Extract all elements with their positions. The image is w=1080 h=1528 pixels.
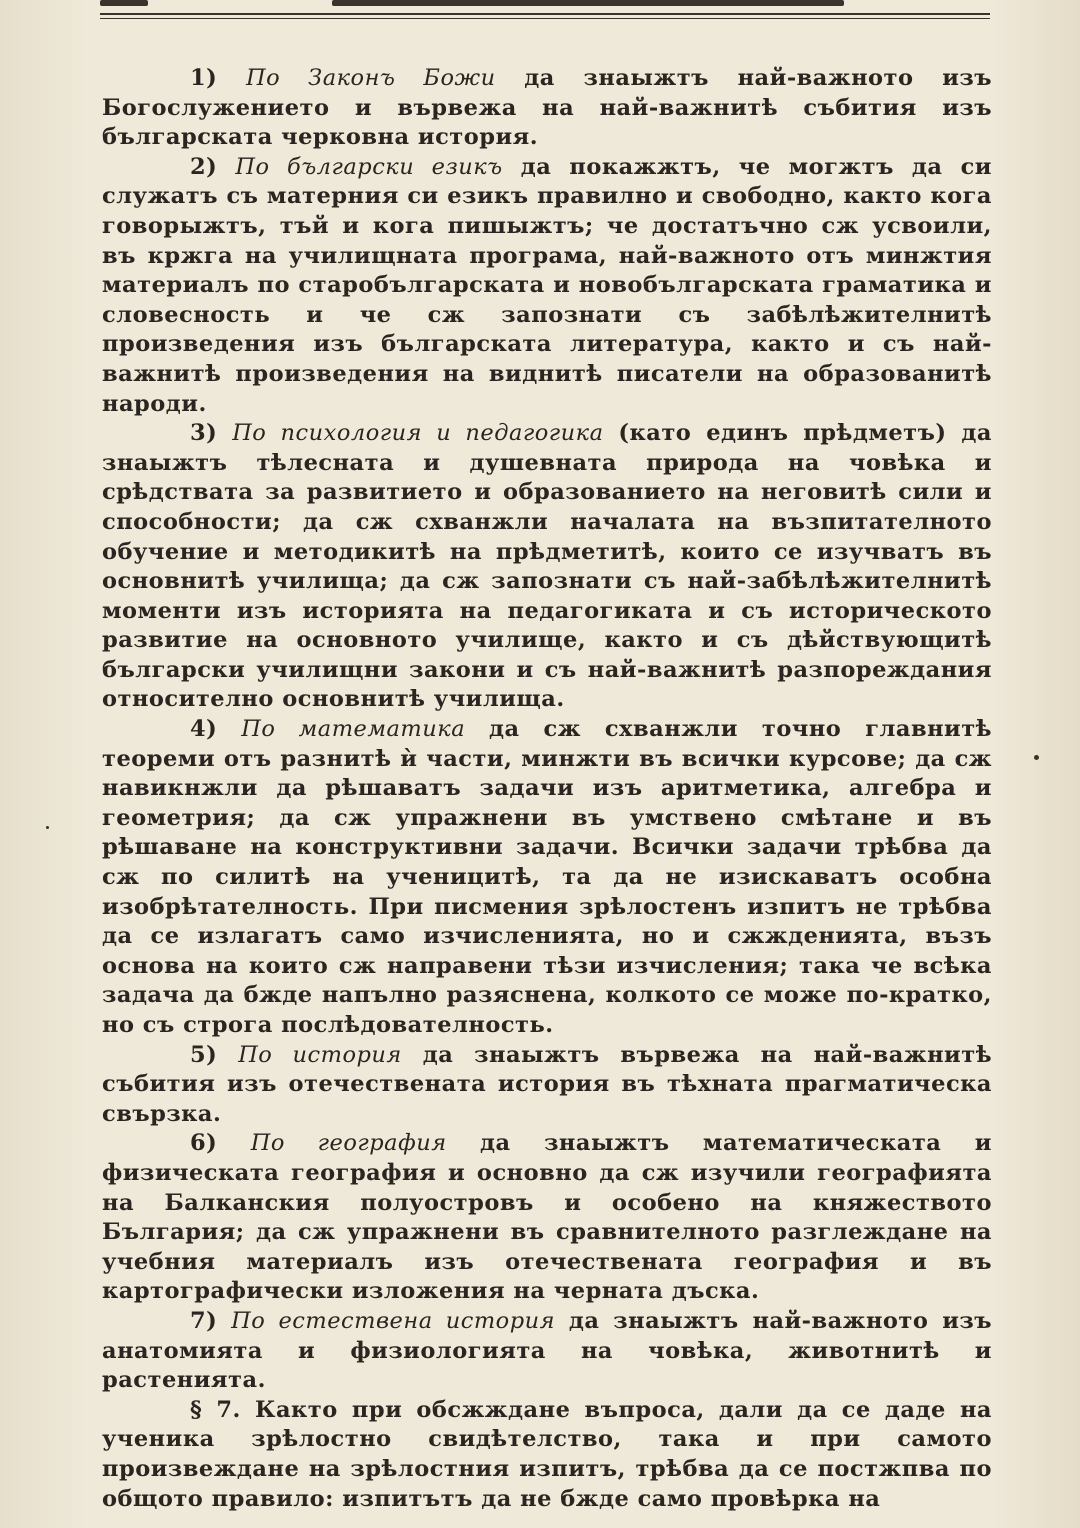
body-text xyxy=(102,64,992,1514)
paragraph-text: Както при обсжждане въпроса, дали да се даде на ученика зрѣлостно свидѣтелство, така и при самото произвеждане на зрѣлостния изпитъ, трѣбва да се постжпва по общото правило: изпитътъ да не бжде само провѣрка на xyxy=(102,1396,992,1512)
running-head-cut-off xyxy=(100,0,990,10)
subject-heading: По Законъ Божи xyxy=(246,65,496,91)
print-speck xyxy=(46,826,49,829)
item-number: 4) xyxy=(190,716,242,743)
subject-heading: По география xyxy=(250,1130,447,1157)
item-number: 1) xyxy=(190,65,246,91)
paragraph-section-7 xyxy=(102,1396,992,1514)
print-speck xyxy=(1034,755,1039,760)
paragraph-mathematics xyxy=(102,715,992,1041)
paragraph-psychology xyxy=(102,419,992,715)
item-number: 3) xyxy=(190,420,233,447)
paragraph-text: да сж схванжли точно главнитѣ теореми отъ разнитѣ ѝ части, минжти въ всички курсове; да сж навикнжли да рѣшаватъ задачи изъ аритметика, алгебра и геометрия; да сж упражнени въ умствено смѣтане и въ рѣшаване на конструктивни задачи. Всички задачи трѣбва да сж по силитѣ на ученицитѣ, та да не изискаватъ особна изобрѣтателность. При писмения зрѣлостенъ изпитъ не трѣбва да се излагатъ само изчисленията, но и сжжденията, възъ основа на които сж направени тѣзи изчисления; така че всѣка задача да бжде напълно разяснена, колкото се може по-кратко, но съ строга послѣдователность. xyxy=(102,716,992,1038)
paragraph-text: да знаыжтъ най-важното изъ анатомията и физиологията на човѣка, животнитѣ и растенията. xyxy=(102,1307,993,1394)
paragraph-text: да покажжтъ, че могжтъ да си служатъ съ матерния си езикъ правилно и свободно, както кога говорыжтъ, тъй и кога пишыжтъ; че достатъчно сж усвоили, въ кржга на училищната програма, най-важното отъ минжтия материалъ по старобългарската и новобългарската граматика и словесность и че сж запознати съ забѣлѣжителнитѣ произведения изъ българската литература, както и съ най-важнитѣ произведения на виднитѣ писатели на образованитѣ народи. xyxy=(102,153,992,417)
item-number: 2) xyxy=(190,153,236,180)
paragraph-geography xyxy=(102,1129,992,1307)
paragraph-religion xyxy=(102,64,992,153)
subject-heading: По български езикъ xyxy=(235,153,503,180)
subject-heading: По психология и педагогика xyxy=(232,420,604,447)
item-number: 6) xyxy=(190,1130,251,1157)
paragraph-text: да знаыжтъ математическата и физическата география и основно да сж изучили географията на Балканския полуостровъ и особено на княжеството България; да сж упражнени въ сравнителното разглеждане на учебния материалъ изъ отечествената география и въ картографически изложения на черната дъска. xyxy=(102,1130,992,1305)
paragraph-bulgarian xyxy=(102,153,992,419)
paragraph-natural-history xyxy=(102,1307,992,1396)
page-number-fragment xyxy=(100,0,148,6)
header-rule-thin xyxy=(100,18,990,19)
paragraph-text: (като единъ прѣдметъ) да знаыжтъ тѣлесната и душевната природа на човѣка и срѣдствата за развитието и образованието на неговитѣ сили и способности; да сж схванжли началата на възпитателното обучение и методикитѣ на прѣдметитѣ, които се изучватъ въ основнитѣ училища; да сж запознати съ най-забѣлѣжителнитѣ моменти изъ историята на педагогиката и съ историческото развитие на основното училище, както и съ дѣйствующитѣ български училищни закони и съ най-важнитѣ разпореждания относително основнитѣ училища. xyxy=(102,420,992,713)
section-number: § 7. xyxy=(190,1396,255,1423)
paragraph-text: да знаыжтъ вървежа на най-важнитѣ събития изъ отечествената история въ тѣхната прагматическа свързка. xyxy=(102,1041,993,1127)
paragraph-history xyxy=(102,1041,992,1130)
item-number: 7) xyxy=(190,1307,232,1334)
header-rule-thick xyxy=(100,13,990,15)
subject-heading: По математика xyxy=(241,716,466,743)
item-number: 5) xyxy=(190,1041,239,1068)
running-title-fragment xyxy=(332,0,844,6)
subject-heading: По естествена история xyxy=(231,1307,556,1334)
subject-heading: По история xyxy=(238,1041,402,1068)
paragraph-text: да знаыжтъ най-важното изъ Богослужението и вървежа на най-важнитѣ събития изъ българската черковна история. xyxy=(102,65,993,151)
